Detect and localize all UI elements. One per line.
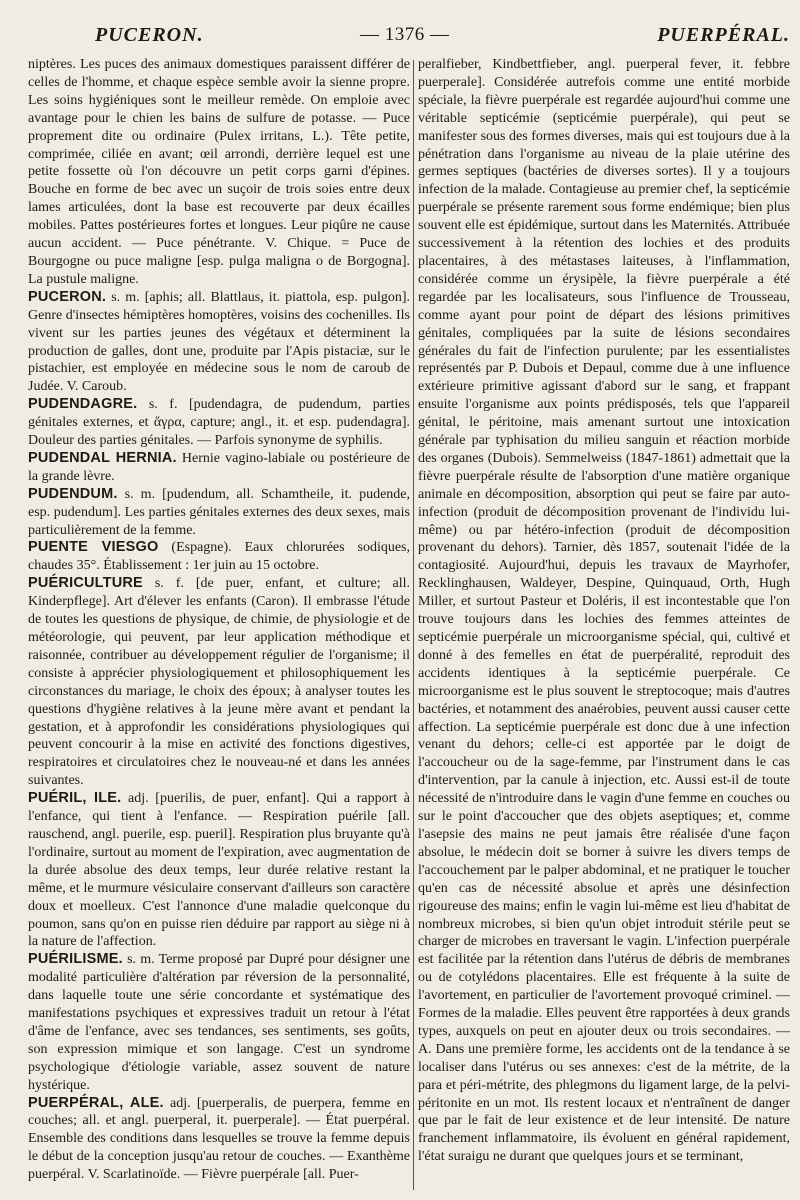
entry-puente-viesgo xyxy=(28,539,410,575)
entry-headword: PUDENDUM. xyxy=(28,485,118,502)
entry-puerperal-continuation xyxy=(418,56,790,1166)
header-right-guideword: PUERPÉRAL. xyxy=(657,24,790,46)
entry-text: s. f. [de puer, enfant, et culture; all. Kinderpflege]. Art d'élever les enfants (Caron). Il embrasse l'étude de toutes les questions de physique, de chimie, de physiologie et de météorologie, qui peuvent, par leur application méthodique et raisonnée, contribuer au développement régulier de l'organisme; il consiste à apprécier physiologiquement et philosophiquement les circonstances du mariage, le choix des époux; à analyser toutes les questions d'hygiène relatives à la jeune mère avant et pendant la gestation, et à approfondir les considérations physiologiques qui peuvent concourir à la mise en activité des fonctions digestives, respiratoires et circulatoires chez le nouveau-né et dans les années suivantes. xyxy=(28,576,410,789)
entry-text: s. m. Terme proposé par Dupré pour désigner une modalité particulière d'altération par réversion de la personnalité, dans laquelle toute une série concordante et systématique des manifestations psychiques et expressives traduit un retour à l'état d'âme de l'enfance, avec ses tendances, ses sentiments, ses goûts, son expression mimique et son langage. C'est un syndrome psychologique d'étiologie variable, assez souvent de nature hystérique. xyxy=(28,952,410,1093)
entry-headword: PUÉRILISME. xyxy=(28,951,123,968)
entry-puericulture xyxy=(28,575,410,790)
left-column xyxy=(28,56,410,1196)
entry-headword: PUENTE VIESGO xyxy=(28,539,159,556)
entry-text: peralfieber, Kindbettfieber, angl. puerperal fever, it. febbre puerperale]. Considérée autrefois comme une entité morbide spéciale, la fièvre puerpérale est regardée aujourd'hui comme une véritable septicémie (septicémie puerpérale), qui peut se manifester sous des formes diverses, mais qui est toujours due à la pénétration dans l'organisme au niveau de la plaie utérine des germes septiques (bactéries de diverses sortes). Il y a toujours infection de la malade. Contagieuse au premier chef, la septicémie puerpérale se présente rarement sous forme endémique; bien plus souvent elle est épidémique, surtout dans les Maternités. Attribuée successivement à la rétention des lochies et des produits placentaires, à des métastases laiteuses, à l'inflammation, considérée comme un érysipèle, la fièvre puerpérale a été regardée par les localisateurs, sous l'influence de Trousseau, comme ayant pour point de départ des lésions primitives génitales, compliquées par la suite de lésions secondaires générales du fait de l'infection purulente; par les essentialistes représentés par P. Dubois et Depaul, comme due à une influence extérieure primitive agissant d'abord sur le sang, et frappant ensuite l'organisme aux points prédisposés, tels que l'appareil génital, le péritoine, mais amenant surtout une intoxication générale par typhisation du milieu sanguin et réaction morbide des organes (Dubois). Semmelweiss (1847-1861) admettait que la fièvre puerpérale résulte de l'absorption d'une matière organique animale en décomposition, absorption qui peut se faire par auto-infection (produit de décomposition provenant de l'individu lui-même) ou par hétéro-infection (produit de décomposition provenant du dehors). Tarnier, dès 1857, soutenait l'idée de la contagiosité. Aujourd'hui, depuis les travaux de Mayrhofer, Recklinghausen, Waldeyer, Despine, Quinquaud, Orth, Hugh Miller, et surtout Pasteur et Doléris, il est incontestable que l'on trouve toujours dans les lochies des femmes atteintes de septicémie puerpérale un microorganisme spécial, qui, cultivé et donné à des femelles en état de puerpéralité, reproduit des accidents identiques à la septicémie puerpérale. Ce microorganisme est le plus souvent le streptocoque; mais d'autres bactéries, et notamment des anaérobies, peuvent aussi causer cette affection. La septicémie puerpérale est donc due à une infection venant du dehors; celle-ci est apportée par le doigt de l'accoucheur ou de la sage-femme, par l'instrument dans le cas d'intervention, par la canule à injection, etc. Aussi est-il de toute nécessité de n'introduire dans le vagin d'une femme en couches ou sur le point d'accoucher que des objets aseptiques; et, comme l'asepsie des mains ne peut jamais être réalisée d'une façon absolue, le médecin doit se borner à suivre les divers temps de l'accouchement par le palper abdominal, et ne pratiquer le toucher qu'en cas de nécessité absolue et après une désinfection rigoureuse des mains; enfin le vagin lui-même est lieu d'habitat de nombreux microbes, si bien qu'un objet introduit stérile peut se charger de microbes en traversant le vagin. L'infection puerpérale est facilitée par la rétention dans l'utérus de débris de membranes ou de cotylédons placentaires. Elle est fréquente à la suite de l'avortement, en particulier de l'avortement provoqué criminel. — Formes de la maladie. Elles peuvent être rapportées à deux grands types, auxquels on peut en ajouter deux ou trois secondaires. — A. Dans une première forme, les accidents ont de la tendance à se localiser dans l'utérus ou ses annexes: c'est de la métrite, de la para et péri-métrite, des phlegmons du ligament large, de la pelvi-péritonite en un mot. Ils restent locaux et n'entraînent de danger que par le fait de leur existence et de leur intensité. De nature franchement inflammatoire, ils évoluent en général rapidement, l'état suraigu ne durant que quelques jours et se terminant, xyxy=(418,57,790,1165)
entry-text: adj. [puerperalis, de puerpera, femme en couches; all. et angl. puerperal, it. puerperale]. — État puerpéral. Ensemble des conditions dans lesquelles se trouve la femme depuis le début de la conception jusqu'au retour de couches. — Exanthème puerpéral. V. Scarlatinoïde. — Fièvre puerpérale [all. Puer- xyxy=(28,1095,410,1183)
page-number: — 1376 — xyxy=(360,24,450,45)
header-left-guideword: PUCERON. xyxy=(95,24,204,46)
entry-text: niptères. Les puces des animaux domestiques paraissent différer de celles de l'homme, et chaque espèce semble avoir la sienne propre. Les soins hygiéniques sont le meilleur remède. On emploie avec avantage pour le chien les bains de sulfure de potasse. — Puce proprement dite ou ordinaire (Pulex irritans, L.). Tête petite, comprimée, ciliée en avant; œil arrondi, derrière lequel est une petite fossette où l'on découvre un petit corps garni d'épines. Bouche en forme de bec avec un suçoir de trois soies entre deux lames articulées, dont la base est recouverte par deux écailles mobiles. Pattes postérieures fortes et longues. Leur piqûre ne cause aucun accident. — Puce pénétrante. V. Chique. = Puce de Bourgogne ou puce maligne [esp. pulga maligna o de Borgogna]. La pustule maligne. xyxy=(28,57,410,287)
entry-text: adj. [puerilis, de puer, enfant]. Qui a rapport à l'enfance, qui tient à l'enfance. — Respiration puérile [all. rauschend, angl. puerile, esp. pueril]. Respiration plus bruyante qu'à l'ordinaire, surtout au moment de l'expiration, avec augmentation de la durée absolue des deux temps, leur durée relative restant la même, et le murmure vésiculaire conservant d'ailleurs son caractère doux et moelleux. C'est l'annonce d'une maladie quelconque du poumon, sans qu'on en puisse rien déduire par rapport au siège ni à la nature de l'affection. xyxy=(28,791,410,950)
entry-text: s. f. [pudendagra, de pudendum, parties génitales externes, et ἄγρα, capture; angl., it. et esp. pudendagra]. Douleur des parties génitales. — Parfois synonyme de syphilis. xyxy=(28,397,410,449)
entry-headword: PUDENDAL HERNIA. xyxy=(28,449,177,466)
entry-headword: PUÉRICULTURE xyxy=(28,575,143,592)
right-column xyxy=(418,56,790,1196)
entry-headword: PUERPÉRAL, ALE. xyxy=(28,1094,164,1111)
entry-text: Hernie vagino-labiale ou postérieure de la grande lèvre. xyxy=(28,450,410,484)
column-divider xyxy=(413,60,414,1190)
entry-headword: PUCERON. xyxy=(28,288,107,305)
entry-continuation xyxy=(28,56,410,289)
entry-pudendum xyxy=(28,486,410,540)
entry-headword: PUÉRIL, ILE. xyxy=(28,790,122,807)
running-header xyxy=(0,20,800,54)
entry-puerperal xyxy=(28,1095,410,1185)
entry-puerilisme xyxy=(28,951,410,1094)
entry-puceron xyxy=(28,289,410,396)
entry-text: (Espagne). Eaux chlorurées sodiques, chaudes 35°. Établissement : 1er juin au 15 octobre. xyxy=(28,540,410,574)
entry-text: s. m. [pudendum, all. Schamtheile, it. pudende, esp. pudendum]. Les parties génitales externes des deux sexes, mais particulièrement de la femme. xyxy=(28,486,410,538)
entry-text: s. m. [aphis; all. Blattlaus, it. piattola, esp. pulgon]. Genre d'insectes hémiptères homoptères, voisins des cochenilles. Ils vivent sur les parties jeunes des végétaux et déterminent la production de galles, dont une, produite par l'Apis pistaciæ, sur le pistachier, est employée en médecine sous le nom de caroub de Judée. V. Caroub. xyxy=(28,289,410,395)
entry-headword: PUDENDAGRE. xyxy=(28,396,138,413)
entry-pudendal-hernia xyxy=(28,450,410,486)
entry-pueril xyxy=(28,790,410,951)
entry-pudendagre xyxy=(28,396,410,450)
